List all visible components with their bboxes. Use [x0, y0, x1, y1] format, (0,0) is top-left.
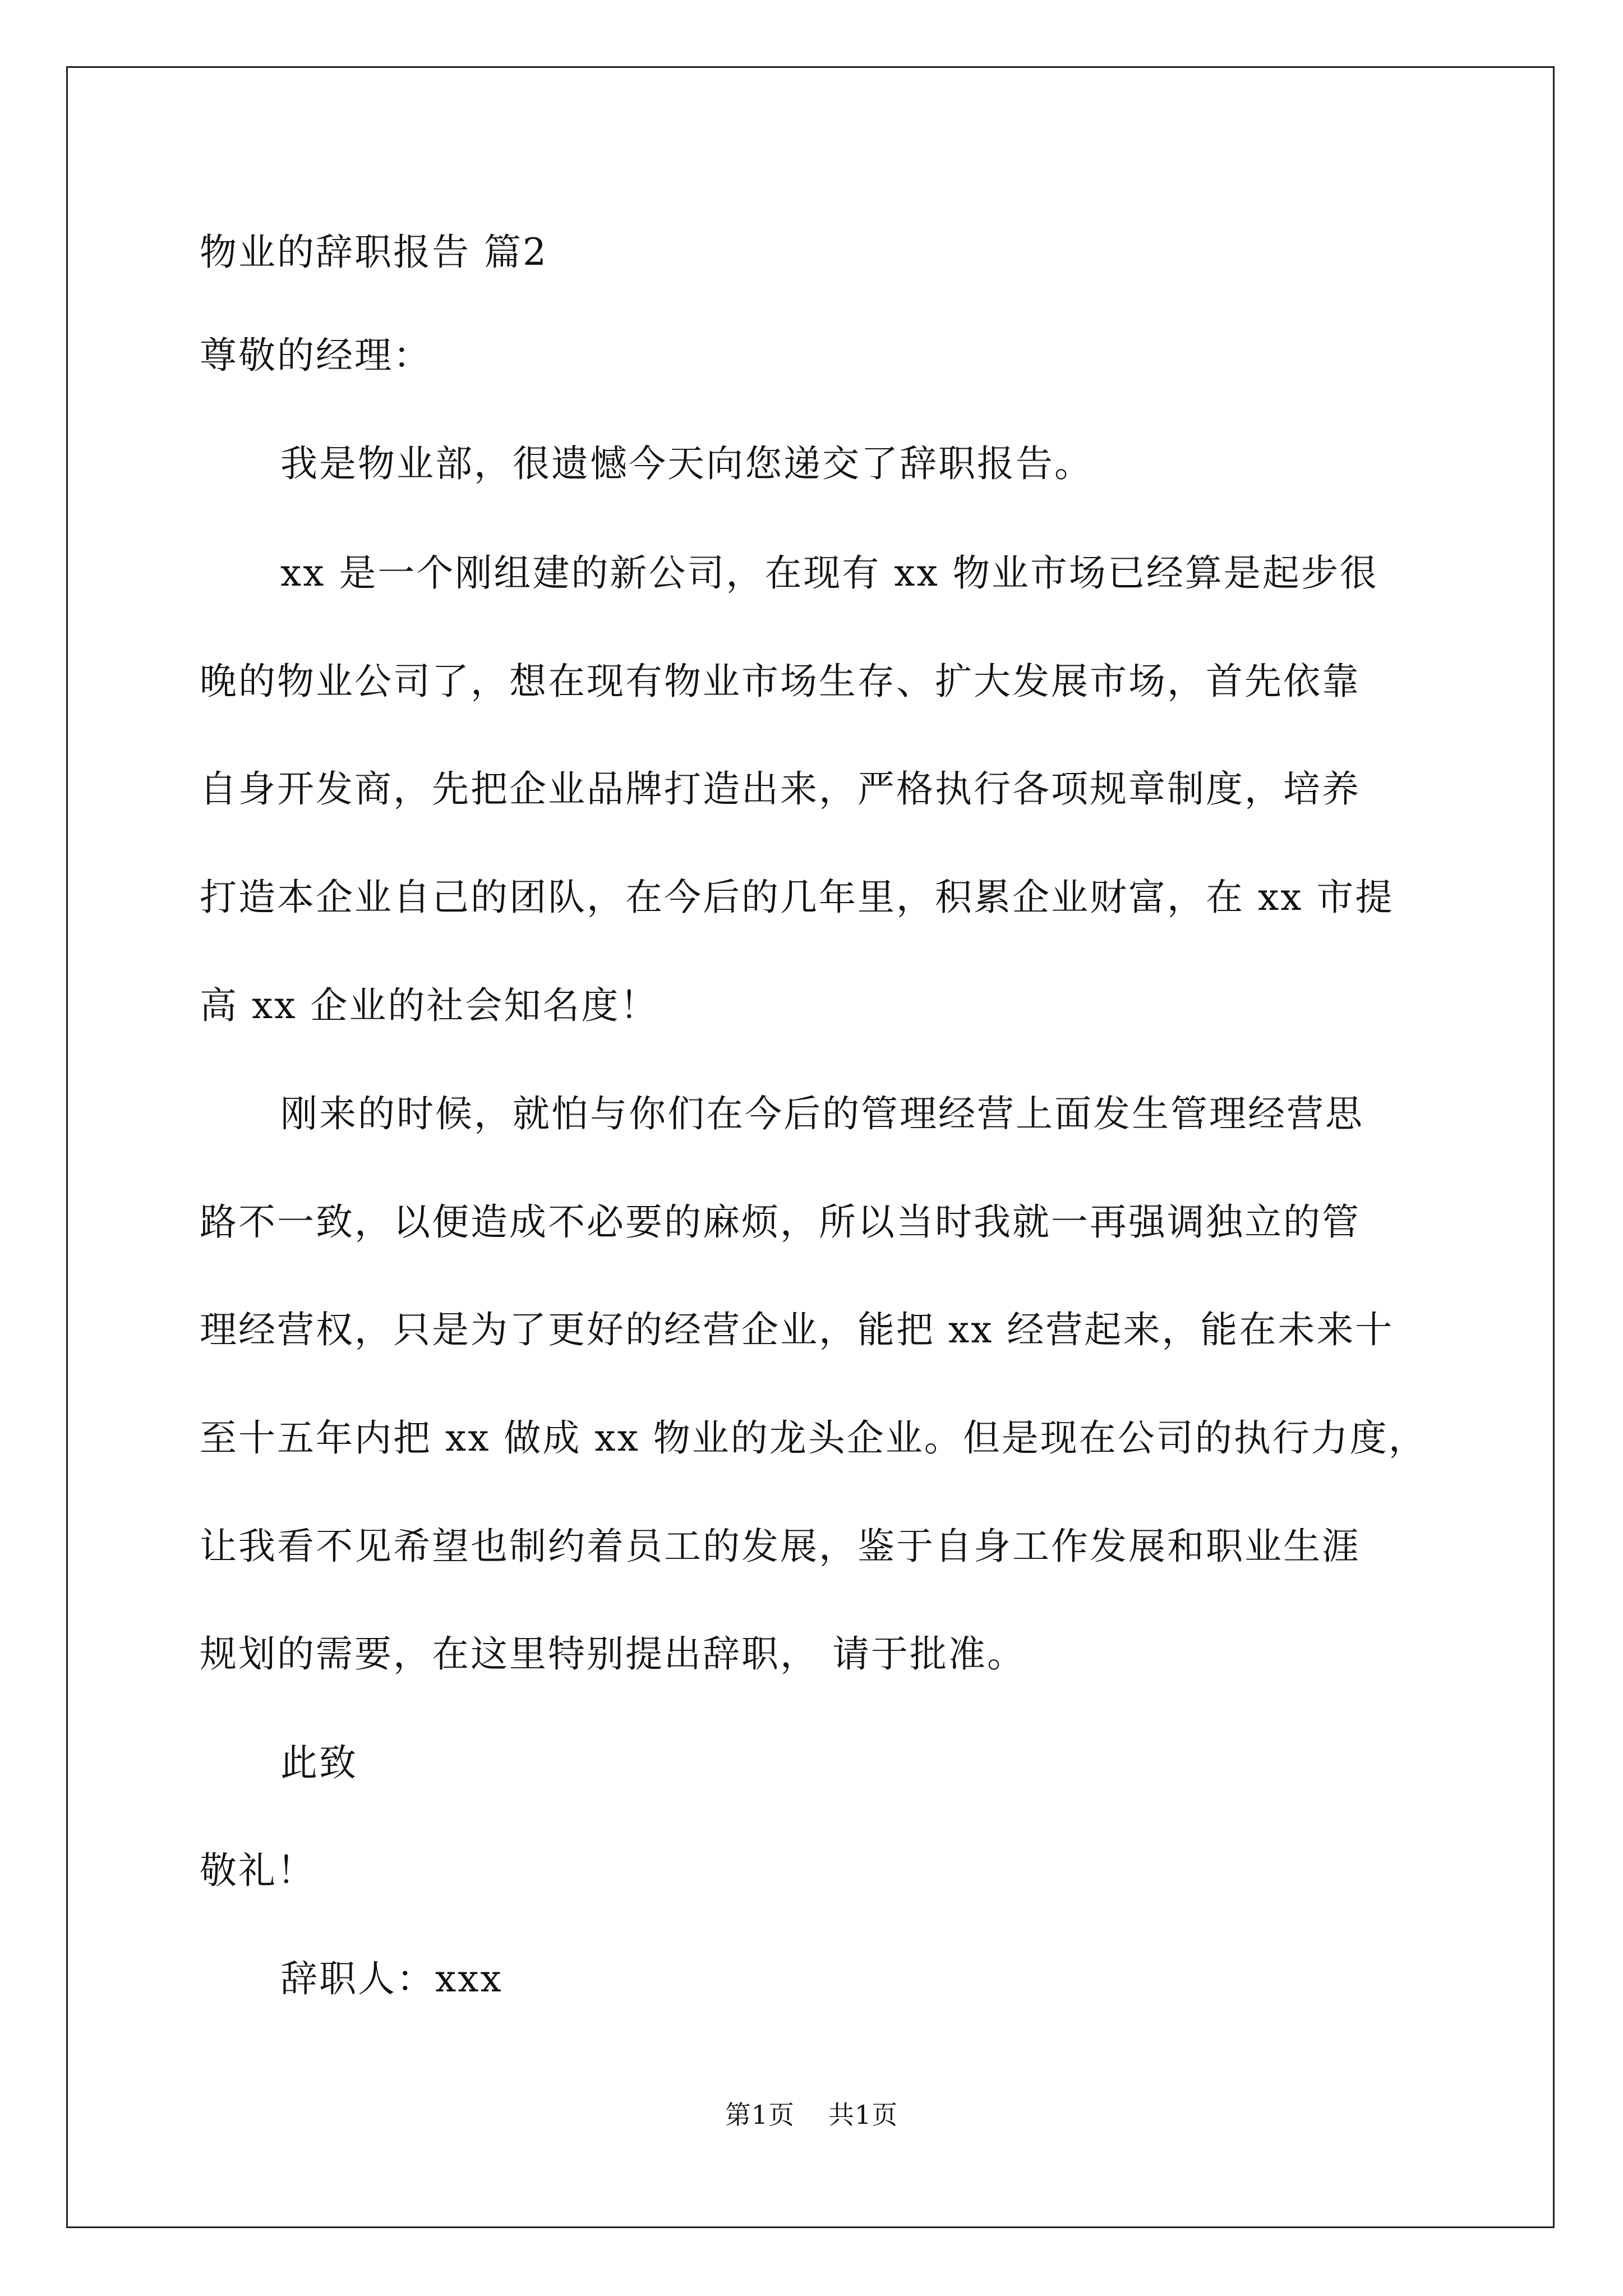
signature: 辞职人：xxx: [280, 1957, 503, 2000]
paragraph-2-line-1: xx 是一个刚组建的新公司，在现有 xx 物业市场已经算是起步很: [280, 551, 1378, 595]
paragraph-2-line-3: 自身开发商，先把企业品牌打造出来，严格执行各项规章制度，培养: [200, 767, 1361, 811]
paragraph-3-line-3: 理经营权，只是为了更好的经营企业，能把 xx 经营起来，能在未来十: [200, 1308, 1394, 1351]
paragraph-3-line-6: 规划的需要，在这里特别提出辞职， 请于批准。: [200, 1632, 1026, 1676]
paragraph-2-line-5: 高 xx 企业的社会知名度！: [200, 984, 659, 1027]
paragraph-3-line-2: 路不一致，以便造成不必要的麻烦，所以当时我就一再强调独立的管: [200, 1200, 1361, 1244]
paragraph-2-line-2: 晚的物业公司了，想在现有物业市场生存、扩大发展市场，首先依靠: [200, 660, 1361, 703]
paragraph-3-line-5: 让我看不见希望也制约着员工的发展，鉴于自身工作发展和职业生涯: [200, 1525, 1361, 1568]
paragraph-3-line-1: 刚来的时候，就怕与你们在今后的管理经营上面发生管理经营思: [280, 1092, 1364, 1135]
document-title: 物业的辞职报告 篇2: [200, 231, 548, 274]
page-border: [66, 66, 1555, 2228]
salutation: 尊敬的经理：: [200, 334, 432, 377]
page-number: 第1页: [725, 2100, 795, 2130]
paragraph-2-line-4: 打造本企业自己的团队，在今后的几年里，积累企业财富，在 xx 市提: [200, 876, 1394, 919]
page-total: 共1页: [828, 2100, 898, 2130]
closing: 此致: [280, 1741, 358, 1784]
page-footer: [0, 2099, 1623, 2131]
paragraph-3-line-4: 至十五年内把 xx 做成 xx 物业的龙头企业。但是现在公司的执行力度，: [200, 1416, 1427, 1460]
paragraph-1-line-1: 我是物业部，很遗憾今天向您递交了辞职报告。: [280, 442, 1093, 485]
regards: 敬礼！: [200, 1849, 316, 1892]
